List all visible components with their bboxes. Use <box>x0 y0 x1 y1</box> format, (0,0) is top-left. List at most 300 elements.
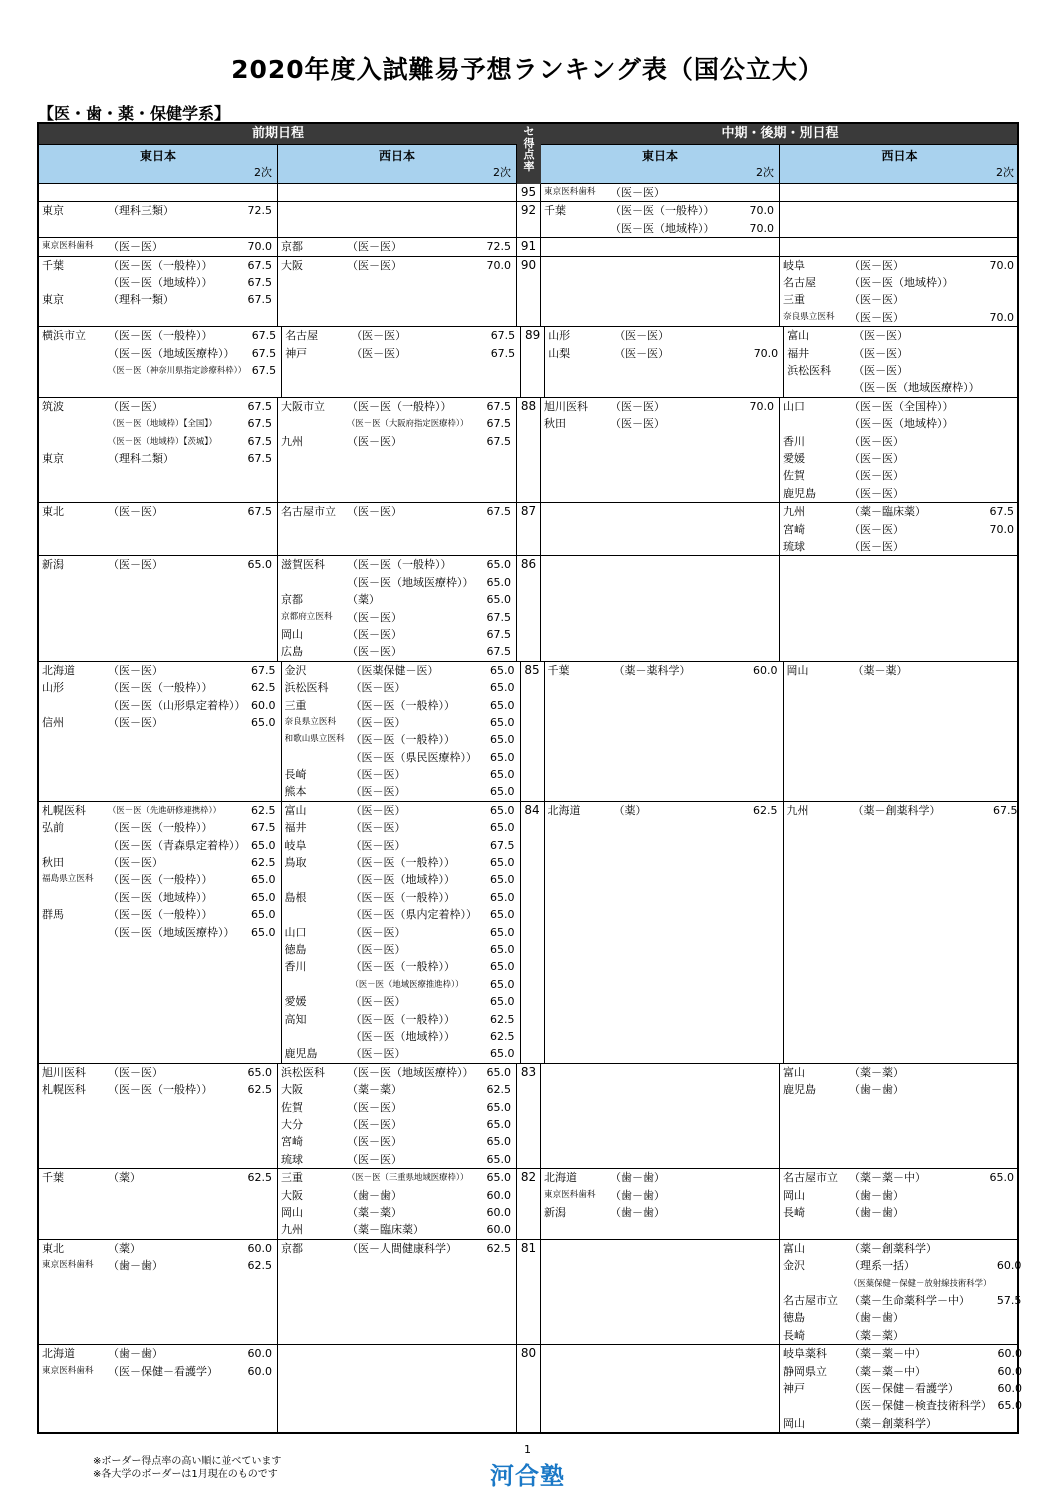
university-name: 金沢 <box>783 1259 805 1273</box>
university-name: 宮崎 <box>783 522 805 536</box>
program-name: （医－医（一般枠）） <box>350 733 455 747</box>
niji-score: 67.5 <box>251 663 276 677</box>
entry-line <box>285 854 515 871</box>
program-name: （医－医（県民医療枠）） <box>350 750 477 764</box>
university-name <box>285 749 351 766</box>
university-name: 名古屋市立 <box>783 1171 838 1185</box>
entry-line <box>783 1309 1021 1326</box>
university-name: 鹿児島 <box>783 1083 816 1097</box>
program-name: （医－医） <box>347 240 402 254</box>
niji-score: 65.0 <box>486 575 511 589</box>
program-name: （医－医） <box>108 399 163 413</box>
university-name: 旭川医科 <box>544 399 588 413</box>
program-name: （医－医（一般枠）） <box>350 698 455 712</box>
program-name: （薬－薬） <box>347 1083 402 1097</box>
zenki-east-cell <box>39 503 278 555</box>
chuki-west-cell <box>780 398 1019 502</box>
program-name: （医－医） <box>614 329 670 343</box>
university-name <box>783 1397 849 1414</box>
entry-line <box>281 1240 511 1257</box>
zenki-east-cell <box>39 1345 278 1432</box>
center-score: 92 <box>517 202 541 237</box>
niji-score <box>744 1169 774 1186</box>
program-name: （医－医） <box>610 399 665 413</box>
university-name: 東北 <box>42 1241 64 1255</box>
niji-score <box>744 415 774 432</box>
table-row <box>39 502 1017 555</box>
entry-line <box>548 802 778 819</box>
niji-score: 65.0 <box>490 821 515 835</box>
niji-score: 67.5 <box>490 838 515 852</box>
niji-score: 65.0 <box>251 925 276 939</box>
chuki-header: 中期・後期・別日程 <box>721 126 839 141</box>
program-name: （医－医（地域枠）） <box>108 275 213 289</box>
chuki-east-cell <box>541 1345 780 1432</box>
niji-score: 60.0 <box>997 1364 1022 1378</box>
niji-score: 65.0 <box>490 873 515 887</box>
table-row <box>39 1239 1022 1344</box>
university-name: 浜松医科 <box>787 363 832 377</box>
niji-score <box>984 450 1014 467</box>
program-name: （医－医） <box>347 1152 402 1166</box>
university-name: 大阪市立 <box>281 399 325 413</box>
niji-score: 67.5 <box>247 399 272 413</box>
niji-score <box>984 274 1014 291</box>
university-name: 富山 <box>783 1065 805 1079</box>
program-name: （医－医） <box>849 258 904 272</box>
university-name: 佐賀 <box>281 1100 303 1114</box>
university-name: 京都 <box>281 593 303 607</box>
zenki-east-cell <box>39 184 278 201</box>
university-name: 北海道 <box>42 1347 75 1361</box>
entry-line <box>783 1397 1022 1414</box>
entry-line <box>281 643 511 660</box>
zenki-east-cell <box>39 1064 278 1168</box>
chuki-west-cell <box>780 1240 1026 1344</box>
entry-line <box>783 274 1014 291</box>
entry-line <box>42 871 276 888</box>
niji-score: 60.0 <box>247 1347 272 1361</box>
entry-line <box>42 1345 272 1362</box>
entry-line <box>783 1257 1021 1274</box>
university-name: 九州 <box>281 1223 303 1237</box>
university-name: 山口 <box>783 399 805 413</box>
program-name: （医－医） <box>350 943 406 957</box>
entry-line <box>285 906 515 923</box>
program-name: （医－医（地域医療枠）） <box>347 575 474 589</box>
program-name: （医－医） <box>849 293 904 307</box>
program-name: （医－保健－検査技術科学） <box>849 1399 992 1413</box>
chuki-east-cell <box>541 238 780 255</box>
center-score: 84 <box>521 802 545 1063</box>
entry-line <box>548 662 778 679</box>
niji-score: 65.0 <box>490 995 515 1009</box>
program-name: （医－医（三重県地域医療枠）） <box>347 1172 469 1183</box>
niji-score: 65.0 <box>490 681 515 695</box>
zenki-west-cell <box>278 1169 517 1239</box>
entry-line <box>42 924 276 941</box>
program-name: （薬－創薬科学） <box>849 1416 937 1430</box>
university-name: 三重 <box>284 698 307 712</box>
niji-score: 65.0 <box>251 873 276 887</box>
chuki-east-cell <box>541 398 780 502</box>
entry-line <box>281 1221 511 1238</box>
program-name: （医－医（一般枠）） <box>350 1012 455 1026</box>
university-name: 岡山 <box>281 627 303 641</box>
university-name: 神戸 <box>783 1382 805 1396</box>
entry-line <box>783 291 1014 308</box>
university-name: 福井 <box>284 821 307 835</box>
university-name: 東京 <box>42 293 64 307</box>
entry-line <box>544 398 774 415</box>
chuki-west-cell <box>780 202 1019 237</box>
center-score: 86 <box>517 556 541 660</box>
niji-score: 65.0 <box>251 838 276 852</box>
university-name: 宮崎 <box>281 1135 303 1149</box>
center-score: 85 <box>521 662 545 801</box>
entry-line <box>285 941 515 958</box>
university-name: 横浜市立 <box>42 329 86 343</box>
university-name: 滋賀医科 <box>281 558 325 572</box>
university-name: 奈良県立医科 <box>284 716 337 727</box>
program-name: （医－医（一般枠）） <box>350 960 455 974</box>
program-name: （医薬保健－保健－放射線技術科学） <box>849 1277 992 1288</box>
university-name <box>285 906 351 923</box>
niji-score: 60.0 <box>486 1206 511 1220</box>
university-name: 九州 <box>786 803 809 817</box>
entry-line <box>783 538 1014 555</box>
zenki-west-cell <box>278 1240 517 1344</box>
university-name: 岐阜 <box>783 258 805 272</box>
university-name: 広島 <box>281 645 303 659</box>
program-name: （薬） <box>347 593 380 607</box>
section-heading: 【医・歯・薬・保健学系】 <box>38 101 230 124</box>
program-name: （医－医） <box>108 558 163 572</box>
entry-line <box>285 993 515 1010</box>
program-name: （医－医） <box>614 346 670 360</box>
zenki-east-cell <box>39 802 282 1063</box>
niji-score: 65.0 <box>490 925 515 939</box>
entry-line <box>281 591 511 608</box>
entry-line <box>281 556 511 573</box>
entry-line <box>42 291 272 308</box>
university-name: 富山 <box>284 803 307 817</box>
niji-score: 65.0 <box>490 856 515 870</box>
niji-score: 60.0 <box>996 1259 1022 1273</box>
program-name: （医－医） <box>347 610 402 624</box>
zenki-west-cell <box>282 327 521 397</box>
niji-score: 67.5 <box>251 363 277 377</box>
chuki-west-cell <box>780 1064 1019 1168</box>
niji-score <box>992 1415 1022 1432</box>
entry-line <box>42 362 276 379</box>
university-name: 九州 <box>783 505 805 519</box>
entry-line <box>42 1081 272 1098</box>
niji-score: 67.5 <box>251 329 277 343</box>
center-score: 90 <box>517 257 541 327</box>
university-name: 旭川医科 <box>42 1065 86 1079</box>
table-row <box>39 1344 1022 1432</box>
program-name: （薬－薬－中） <box>849 1171 926 1185</box>
niji-score: 70.0 <box>749 204 774 218</box>
chuki-west-cell <box>784 327 1023 397</box>
niji-score: 67.5 <box>486 610 511 624</box>
entry-line <box>285 327 515 344</box>
niji-score: 67.5 <box>247 417 272 431</box>
center-score: 95 <box>517 184 541 201</box>
program-name: （医－医） <box>350 785 406 799</box>
center-score: 87 <box>517 503 541 555</box>
niji-score: 57.5 <box>996 1294 1022 1308</box>
zenki-east-cell <box>39 398 278 502</box>
university-name: 北海道 <box>547 803 581 817</box>
program-name: （薬－薬） <box>347 1206 402 1220</box>
program-name: （薬） <box>108 1241 141 1255</box>
program-name: （医－医（一般枠）） <box>108 258 213 272</box>
university-name: 名古屋市立 <box>783 1294 838 1308</box>
niji-score <box>984 415 1014 432</box>
entry-line <box>783 1169 1014 1186</box>
university-name <box>281 415 347 432</box>
program-name: （医－医） <box>849 434 904 448</box>
program-name: （医－医） <box>347 258 402 272</box>
niji-score: 70.0 <box>989 522 1014 536</box>
university-name: 福島県立医科 <box>42 874 94 885</box>
niji-score: 67.5 <box>486 417 511 431</box>
niji-score: 67.5 <box>247 275 272 289</box>
zenki-west-cell <box>278 202 517 237</box>
niji-score: 70.0 <box>247 240 272 254</box>
entry-line <box>281 433 511 450</box>
niji-score <box>991 1309 1021 1326</box>
university-name <box>42 433 108 450</box>
program-name: （医－医（地域医療枠）） <box>347 1065 474 1079</box>
entry-line <box>281 1064 511 1081</box>
niji-score <box>748 327 778 344</box>
chuki-east-cell <box>541 503 780 555</box>
university-name: 岐阜 <box>284 838 307 852</box>
niji-score: 60.0 <box>997 1382 1022 1396</box>
university-name: 千葉 <box>42 1171 64 1185</box>
university-name <box>285 1028 351 1045</box>
university-name: 福井 <box>787 346 810 360</box>
program-name: （歯－歯） <box>849 1188 904 1202</box>
niji-score: 62.5 <box>247 1083 272 1097</box>
entry-line <box>783 485 1014 502</box>
program-name: （医－医（一般枠）） <box>108 908 213 922</box>
niji-score: 67.5 <box>247 451 272 465</box>
chuki-west-cell <box>780 238 1019 255</box>
niji-score: 62.5 <box>251 681 276 695</box>
university-name: 岡山 <box>786 663 809 677</box>
program-name: （医－医） <box>108 240 163 254</box>
university-name: 東京医科歯科 <box>42 241 94 252</box>
program-name: （医－医） <box>351 329 407 343</box>
entry-line <box>783 1081 1014 1098</box>
entry-line <box>783 1064 1014 1081</box>
entry-line <box>783 1415 1022 1432</box>
niji-score <box>984 1204 1014 1221</box>
program-name: （医－医） <box>350 681 406 695</box>
entry-line <box>787 345 1018 362</box>
entry-line <box>42 202 272 219</box>
program-name: （医－医） <box>853 363 909 377</box>
niji-score: 62.5 <box>251 856 276 870</box>
university-name <box>42 274 108 291</box>
entry-line <box>42 854 276 871</box>
niji-score: 62.5 <box>490 1030 515 1043</box>
niji-score: 65.0 <box>989 1171 1014 1185</box>
program-name: （医－医（地域枠）【全国】） <box>108 418 217 429</box>
table-row <box>39 183 1017 201</box>
program-name: （医－医（地域枠）） <box>350 873 455 887</box>
niji-score <box>984 485 1014 502</box>
zenki-east-cell <box>39 202 278 237</box>
entry-line <box>42 697 276 714</box>
program-name: （薬） <box>613 803 647 817</box>
university-name: 岡山 <box>783 1188 805 1202</box>
entry-line <box>285 802 515 819</box>
niji-score: 65.0 <box>486 1152 511 1166</box>
program-name: （医－医） <box>347 434 402 448</box>
entry-line <box>787 662 1018 679</box>
niji-score <box>991 1327 1021 1344</box>
program-name: （医－医） <box>347 505 402 519</box>
center-score: 80 <box>517 1345 541 1432</box>
chuki-east-cell <box>541 556 780 660</box>
university-name: 佐賀 <box>783 469 805 483</box>
entry-line <box>544 202 774 219</box>
niji-score: 65.0 <box>486 593 511 607</box>
university-name: 岐阜薬科 <box>783 1347 827 1361</box>
university-name: 大阪 <box>281 1083 303 1097</box>
university-name: 香川 <box>284 960 307 974</box>
university-name: 琉球 <box>783 539 805 553</box>
niji-score <box>744 1204 774 1221</box>
program-name: （医－医） <box>350 925 406 939</box>
entry-line <box>783 503 1014 520</box>
table-body <box>39 183 1022 1432</box>
entry-line <box>285 1045 515 1062</box>
entry-line <box>783 450 1014 467</box>
zenki-east-cell <box>39 1240 278 1344</box>
niji-score <box>984 1187 1014 1204</box>
program-name: （歯－歯） <box>610 1188 665 1202</box>
university-name: 千葉 <box>42 258 64 272</box>
program-name: （歯－歯） <box>610 1171 665 1185</box>
university-name <box>285 976 351 993</box>
niji-score: 60.0 <box>251 698 276 712</box>
entry-line <box>281 238 511 255</box>
niji-score: 65.0 <box>490 977 515 991</box>
entry-line <box>285 731 515 748</box>
university-name: 山梨 <box>548 346 571 360</box>
program-name: （医－医） <box>347 627 402 641</box>
entry-line <box>42 837 276 854</box>
niji-score <box>988 662 1018 679</box>
chuki-east-cell <box>541 1169 780 1239</box>
entry-line <box>783 1363 1022 1380</box>
program-name: （理科二類） <box>108 451 174 465</box>
footnote: ※ボーダー得点率の高い順に並べています <box>93 1456 282 1467</box>
entry-line <box>285 889 515 906</box>
university-name: 東京医科歯科 <box>42 1260 94 1271</box>
niji-score: 65.0 <box>490 768 515 782</box>
niji-score: 65.0 <box>490 908 515 922</box>
university-name: 鳥取 <box>284 856 307 870</box>
entry-line <box>285 345 515 362</box>
university-name: 名古屋 <box>285 329 319 343</box>
niji-score: 67.5 <box>247 434 272 448</box>
university-name: 高知 <box>284 1012 307 1026</box>
university-name: 山口 <box>284 925 307 939</box>
university-name: 島根 <box>284 890 307 904</box>
entry-line <box>285 783 515 800</box>
entry-line <box>783 1292 1021 1309</box>
niji-score <box>744 1187 774 1204</box>
chuki-west-cell <box>780 257 1019 327</box>
program-name: （医－医（地域枠）） <box>108 890 213 904</box>
niji-score: 67.5 <box>989 505 1014 519</box>
entry-line <box>281 1099 511 1116</box>
university-name: 東京医科歯科 <box>544 1189 596 1200</box>
university-name: 三重 <box>281 1171 303 1185</box>
niji-score <box>984 1064 1014 1081</box>
entry-line <box>285 871 515 888</box>
table-row <box>39 201 1017 237</box>
program-name: （医－医（地域枠）） <box>849 417 954 431</box>
entry-line <box>285 958 515 975</box>
chuki-east-cell <box>545 662 784 801</box>
university-name: 筑波 <box>42 399 64 413</box>
university-name <box>783 1275 849 1292</box>
university-name: 北海道 <box>544 1171 577 1185</box>
program-name: （医－医） <box>108 856 163 870</box>
entry-line <box>42 556 272 573</box>
chuki-west-cell <box>780 556 1019 660</box>
niji-score <box>984 433 1014 450</box>
entry-line <box>42 906 276 923</box>
table-row <box>39 555 1017 660</box>
university-name: 愛媛 <box>284 995 307 1009</box>
program-name: （医－医） <box>849 486 904 500</box>
university-name: 京都 <box>281 1241 303 1255</box>
niji-score: 60.0 <box>753 663 778 677</box>
university-name: 岡山 <box>783 1416 805 1430</box>
program-name: （医－医） <box>347 1118 402 1132</box>
university-name: 三重 <box>783 293 805 307</box>
entry-line <box>281 574 511 591</box>
entry-line <box>281 1204 511 1221</box>
zenki-west-cell <box>278 1345 517 1432</box>
program-name: （医薬保健－医） <box>350 663 439 677</box>
university-name <box>42 362 108 379</box>
university-name: 東京 <box>42 451 64 465</box>
entry-line <box>285 679 515 696</box>
entry-line <box>285 714 515 731</box>
university-name: 東京 <box>42 204 64 218</box>
niji-score: 70.0 <box>749 221 774 235</box>
program-name: （医－医（一般枠）） <box>350 856 455 870</box>
program-name: （薬－薬科学） <box>613 663 691 677</box>
program-name: （医－医） <box>108 1065 163 1079</box>
niji-score <box>988 345 1018 362</box>
niji-score <box>984 467 1014 484</box>
entry-line <box>285 662 515 679</box>
university-name: 名古屋市立 <box>281 505 336 519</box>
center-score: 89 <box>521 327 545 397</box>
entry-line <box>42 1064 272 1081</box>
